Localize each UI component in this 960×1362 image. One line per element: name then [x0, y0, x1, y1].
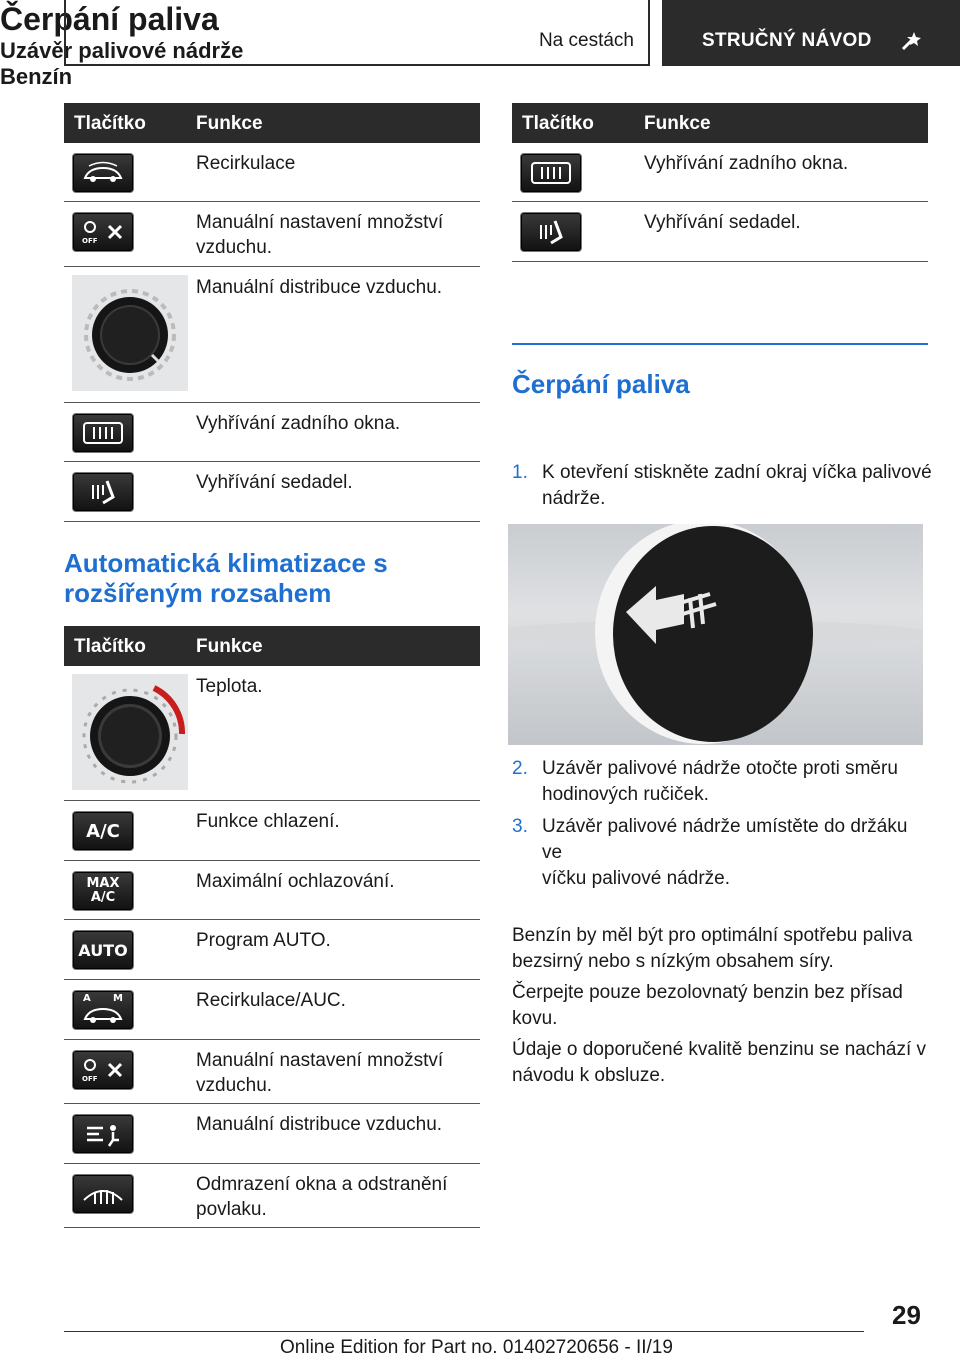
heading-petrol: Benzín: [0, 64, 73, 89]
seat-heating-icon: [72, 472, 134, 512]
step-text-line: hodinových ručiček.: [542, 784, 709, 805]
table-header: [512, 103, 928, 143]
paragraph-unleaded: [512, 980, 932, 1032]
table-row: [64, 861, 480, 920]
table-row: [64, 1104, 480, 1164]
heading-fuel-cap: Uzávěr palivové nádrže: [0, 38, 244, 63]
header-section-box: [64, 0, 650, 66]
function-text: Manuální distribuce vzduchu.: [196, 277, 443, 298]
button-label-bottom: A/C: [90, 890, 116, 905]
function-text: Manuální nastavení množství vzduchu.: [196, 1050, 444, 1096]
header-section-title: Na cestách: [538, 30, 634, 51]
function-text: Teplota.: [196, 676, 263, 697]
paragraph-line: návodu k obsluze.: [512, 1065, 666, 1086]
recirculation-icon: [72, 153, 134, 193]
button-function-table-1: [64, 103, 480, 522]
temperature-knob-icon: [72, 674, 188, 790]
paragraph-line: Benzín by měl být pro optimální spotřebu paliva: [512, 925, 913, 946]
function-text: Recirkulace: [196, 153, 296, 174]
table-header: [64, 103, 480, 143]
table-row: [512, 143, 928, 202]
step-number: 1.: [512, 462, 528, 483]
step-text-line: nádrže.: [542, 488, 606, 509]
table-row: [64, 403, 480, 462]
table-row: [64, 267, 480, 403]
step-text-line: K otevření stiskněte zadní okraj víčka palivové: [542, 462, 932, 483]
function-text: Funkce chlazení.: [196, 811, 340, 832]
header-chapter-title: STRUČNÝ NÁVOD: [702, 30, 872, 51]
step-text: [542, 814, 932, 892]
header-chapter-box: [662, 0, 960, 66]
function-text: Vyhřívání zadního okna.: [196, 413, 401, 434]
rear-window-heating-icon: [520, 153, 582, 193]
heading-line: Automatická klimatizace s: [64, 548, 388, 578]
button-label: A/C: [86, 820, 120, 842]
function-text: Maximální ochlazování.: [196, 871, 395, 892]
function-text: Manuální nastavení množství vzduchu.: [196, 212, 444, 258]
step-2: [512, 756, 932, 808]
heading-line: rozšířeným rozsahem: [64, 578, 332, 608]
ac-button-icon: [72, 811, 134, 851]
step-text-line: víčku palivové nádrže.: [542, 868, 730, 889]
paragraph-line: bezsirný nebo s nízkým obsahem síry.: [512, 951, 834, 972]
air-distribution-knob-icon: [72, 275, 188, 391]
fan-off-icon: [72, 212, 134, 252]
edition-note: Online Edition for Part no. 01402720656 - II/19: [280, 1337, 673, 1358]
step-text-line: Uzávěr palivové nádrže umístěte do držáku ve: [542, 816, 908, 863]
svg-text:OFF: OFF: [82, 1075, 98, 1083]
table-row: [512, 202, 928, 262]
table-row: [64, 1164, 480, 1228]
function-text: Manuální distribuce vzduchu.: [196, 1114, 443, 1135]
section-title-underline: [512, 343, 928, 345]
table-row: [64, 462, 480, 522]
column-header-button: Tlačítko: [74, 113, 146, 134]
step-1: [512, 460, 932, 512]
table-row: [64, 1040, 480, 1104]
paragraph-quality: [512, 1037, 932, 1089]
step-text: [542, 460, 932, 512]
subsection-title-fuel: Čerpání paliva: [512, 369, 690, 399]
button-label: AUTO: [78, 940, 128, 960]
step-number: 3.: [512, 816, 528, 837]
table-row: [64, 920, 480, 980]
function-text: Vyhřívání sedadel.: [196, 472, 353, 493]
table-row: [64, 801, 480, 861]
button-function-table-3: [512, 103, 928, 262]
table-row: [64, 980, 480, 1040]
recirculation-auc-icon: [72, 990, 134, 1030]
air-distribution-icon: [72, 1114, 134, 1154]
rear-window-heating-icon: [72, 413, 134, 453]
table-row: [64, 202, 480, 267]
step-3: [512, 814, 932, 889]
column-header-button: Tlačítko: [74, 636, 146, 657]
column-header-function: Funkce: [644, 113, 711, 134]
page-number: 29: [892, 1300, 921, 1330]
column-header-function: Funkce: [196, 113, 263, 134]
fan-off-icon: [72, 1050, 134, 1090]
fuel-cap-image: [508, 524, 923, 745]
table-row: [64, 666, 480, 801]
function-text: Recirkulace/AUC.: [196, 990, 346, 1011]
table-header: [64, 626, 480, 666]
table-row: [64, 143, 480, 202]
function-text: Vyhřívání zadního okna.: [644, 153, 849, 174]
paragraph-line: Čerpejte pouze bezolovnatý benzin bez přísad: [512, 982, 903, 1003]
button-label-m: M: [113, 993, 123, 1004]
seat-heating-icon: [520, 212, 582, 252]
paragraph-petrol-sulfur: [512, 923, 932, 975]
paragraph-line: Údaje o doporučené kvalitě benzinu se nachází v: [512, 1039, 927, 1060]
step-number: 2.: [512, 758, 528, 779]
button-label-a: A: [83, 993, 91, 1004]
function-text: Odmrazení okna a odstranění povlaku.: [196, 1174, 448, 1220]
section-title-fuel: Čerpání paliva: [0, 1, 219, 37]
button-function-table-2: [64, 626, 480, 1228]
section-heading-auto-climate: [64, 548, 388, 608]
button-label-top: MAX: [86, 876, 120, 891]
auto-button-icon: [72, 930, 134, 970]
max-ac-button-icon: [72, 871, 134, 911]
column-header-function: Funkce: [196, 636, 263, 657]
step-text: [542, 756, 898, 808]
column-header-button: Tlačítko: [522, 113, 594, 134]
footer-divider: [64, 1331, 864, 1332]
magic-wand-icon: [898, 28, 924, 54]
svg-text:OFF: OFF: [82, 237, 98, 245]
function-text: Program AUTO.: [196, 930, 331, 951]
defrost-icon: [72, 1174, 134, 1214]
paragraph-line: kovu.: [512, 1008, 558, 1029]
step-text-line: Uzávěr palivové nádrže otočte proti směru: [542, 758, 898, 779]
function-text: Vyhřívání sedadel.: [644, 212, 801, 233]
